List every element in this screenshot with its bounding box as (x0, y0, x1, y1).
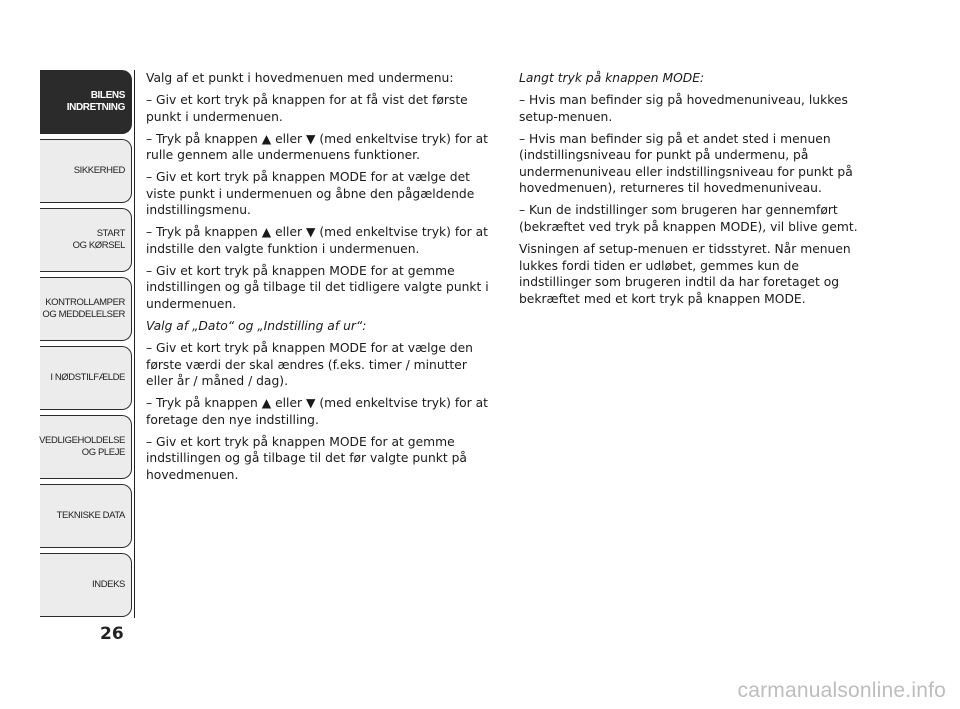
right-text-column (519, 70, 869, 313)
paragraph: – Hvis man befinder sig på et andet sted i menuen (indstillingsniveau for punkt på undermenu, på undermenuniveau eller indstillingsniveau for punkt på hovedmenuen), returneres til hovedmenuniveau. (519, 131, 853, 196)
left-text-column (146, 70, 496, 489)
paragraph: – Tryk på knappen ▲ eller ▼ (med enkeltvise tryk) for at foretage den nye indstilling. (146, 396, 488, 427)
tab-start-og-korsel[interactable]: START OG KØRSEL (40, 208, 132, 272)
chapter-sidebar (40, 70, 135, 618)
tab-kontrollamper[interactable]: KONTROLLAMPER OG MEDDELELSER (40, 277, 132, 341)
paragraph: – Giv et kort tryk på knappen MODE for at vælge det viste punkt i undermenuen og åbne den pågældende indstillingsmenu. (146, 170, 475, 218)
tab-sikkerhed[interactable]: SIKKERHED (40, 139, 132, 203)
paragraph: – Giv et kort tryk på knappen for at få vist det første punkt i undermenuen. (146, 92, 468, 124)
tab-bilens-indretning[interactable]: BILENS INDRETNING (40, 70, 132, 134)
paragraph: – Giv et kort tryk på knappen MODE for at gemme indstillingen og gå tilbage til det før valgte punkt på hovedmenuen. (146, 434, 467, 482)
paragraph: – Tryk på knappen ▲ eller ▼ (med enkeltvise tryk) for at indstille den valgte funktion i undermenuen. (146, 225, 488, 256)
tab-i-nodstilfaelde[interactable]: I NØDSTILFÆLDE (40, 346, 132, 410)
paragraph: – Giv et kort tryk på knappen MODE for at gemme indstillingen og gå tilbage til det tidligere valgte punkt i undermenuen. (146, 263, 489, 312)
tab-vedligeholdelse[interactable]: VEDLIGEHOLDELSE OG PLEJE (40, 415, 132, 479)
subheading: Valg af „Dato“ og „Indstilling af ur“: (146, 319, 367, 334)
paragraph: – Kun de indstillinger som brugeren har gennemført (bekræftet ved tryk på knappen MODE), vil blive gemt. (519, 203, 858, 234)
paragraph: – Hvis man befinder sig på hovedmenuniveau, lukkes setup-menuen. (519, 92, 848, 124)
paragraph: Visningen af setup-menuen er tidsstyret. Når menuen lukkes fordi tiden er udløbet, gemmes kun de indstillinger som brugeren indtil da har foretaget og bekræftet med et kort tryk på knappen MODE. (519, 241, 851, 306)
paragraph: – Tryk på knappen ▲ eller ▼ (med enkeltvise tryk) for at rulle gennem alle undermenuens funktioner. (146, 131, 488, 163)
watermark: carmanualsonline.info (737, 679, 946, 702)
page-number: 26 (100, 624, 124, 644)
tab-indeks[interactable]: INDEKS (40, 553, 132, 617)
paragraph: – Giv et kort tryk på knappen MODE for at vælge den første værdi der skal ændres (f.eks. timer / minutter eller år / måned / dag). (146, 341, 473, 389)
tab-tekniske-data[interactable]: TEKNISKE DATA (40, 484, 132, 548)
subheading: Langt tryk på knappen MODE: (519, 71, 705, 85)
paragraph: Valg af et punkt i hovedmenuen med undermenu: (146, 71, 454, 85)
